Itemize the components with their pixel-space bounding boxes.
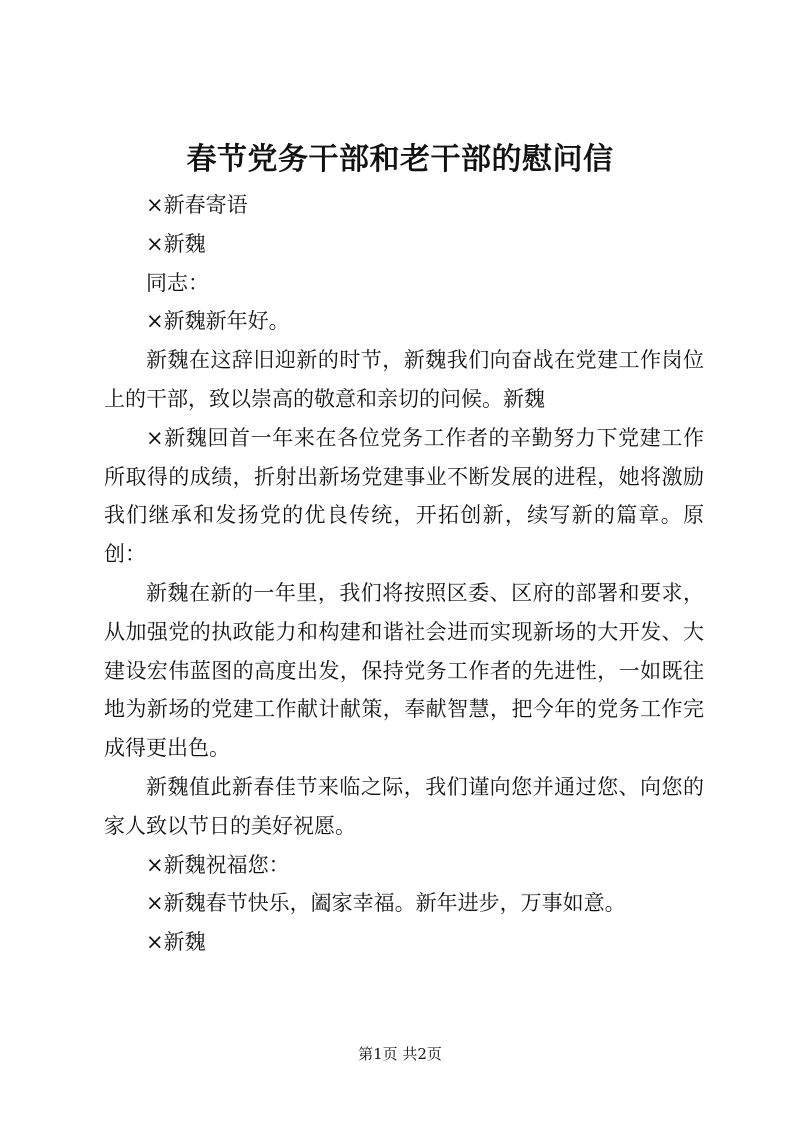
paragraph-regards: 新魏在这辞旧迎新的时节，新魏我们向奋战在党建工作岗位上的干部，致以崇高的敬意和亲切的问候。新魏 — [104, 348, 704, 411]
paragraph-new-year-greeting: ×新魏新年好。 — [146, 309, 290, 334]
paragraph-closing: ×新魏 — [146, 930, 206, 955]
paragraph-review: ×新魏回首一年来在各位党务工作者的辛勤努力下党建工作所取得的成绩，折射出新场党建事业不断发展的进程，她将激励我们继承和发扬党的优良传统，开拓创新，续写新的篇章。原创： — [104, 425, 704, 567]
paragraph-greeting-header: ×新春寄语 — [146, 193, 248, 217]
paragraph-wishes: 新魏值此新春佳节来临之际，我们谨向您并通过您、向您的家人致以节日的美好祝愿。 — [104, 774, 704, 838]
document-title: 春节党务干部和老干部的慰问信 — [186, 142, 614, 177]
paragraph-salutation: 同志： — [146, 270, 209, 295]
paragraph-blessing-intro: ×新魏祝福您： — [146, 852, 290, 877]
paragraph-blessing: ×新魏春节快乐，阖家幸福。新年进步，万事如意。 — [146, 891, 626, 916]
page-number-footer: 第1页 共2页 — [358, 1045, 442, 1063]
paragraph-plans: 新魏在新的一年里，我们将按照区委、区府的部署和要求，从加强党的执政能力和构建和谐社会进而实现新场的大开发、大建设宏伟蓝图的高度出发，保持党务工作者的先进性，一如既往地为新场的党建工作献计献策，奉献智慧，把今年的党务工作完成得更出色。 — [104, 580, 704, 761]
document-body — [104, 186, 704, 962]
paragraph-sender: ×新魏 — [146, 231, 206, 256]
